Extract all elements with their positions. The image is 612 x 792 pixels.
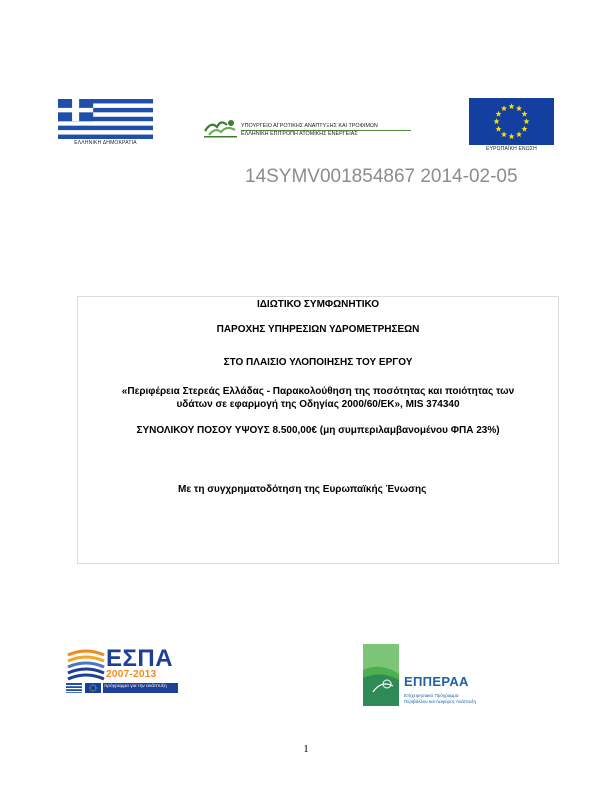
contract-type: ΙΔΙΩΤΙΚΟ ΣΥΜΦΩΝΗΤΙΚΟ bbox=[256, 299, 380, 310]
ministry-logo bbox=[203, 117, 413, 139]
epperaa-title: ΕΠΠΕΡΑΑ bbox=[404, 674, 469, 689]
greek-flag-caption: ΕΛΛΗΝΙΚΗ ΔΗΜΟΚΡΑΤΙΑ bbox=[74, 140, 137, 146]
epperaa-logo bbox=[363, 644, 488, 706]
eu-flag-icon bbox=[469, 98, 554, 145]
epperaa-subtitle-line2: Περιβάλλον και Αειφόρος Ανάπτυξη bbox=[404, 699, 477, 704]
ministry-emblem-icon bbox=[203, 117, 239, 139]
contract-title-box bbox=[77, 296, 559, 564]
project-title-line1: «Περιφέρεια Στερεάς Ελλάδας - Παρακολούθηση της ποσότητας και ποιότητας των bbox=[121, 386, 515, 397]
project-context: ΣΤΟ ΠΛΑΙΣΙΟ ΥΛΟΠΟΙΗΣΗΣ ΤΟΥ ΕΡΓΟΥ bbox=[223, 357, 413, 368]
ministry-name: ΥΠΟΥΡΓΕΙΟ ΑΓΡΟΤΙΚΗΣ ΑΝΑΠΤΥΞΗΣ ΚΑΙ ΤΡΟΦΙΜΩΝ bbox=[241, 123, 378, 129]
total-amount: ΣΥΝΟΛΙΚΟΥ ΠΟΣΟΥ ΥΨΟΥΣ 8.500,00€ (μη συμπεριλαμβανομένου ΦΠΑ 23%) bbox=[136, 425, 500, 436]
epperaa-emblem-icon bbox=[363, 644, 403, 706]
project-title-line2: υδάτων σε εφαρμογή της Οδηγίας 2000/60/ΕΚ», MIS 374340 bbox=[176, 399, 460, 410]
ministry-divider bbox=[241, 130, 411, 131]
service-type: ΠΑΡΟΧΗΣ ΥΠΗΡΕΣΙΩΝ ΥΔΡΟΜΕΤΡΗΣΕΩΝ bbox=[216, 324, 420, 335]
epperaa-subtitle-line1: Επιχειρησιακό Πρόγραμμα bbox=[404, 693, 459, 698]
protocol-number: 14SYMV001854867 2014-02-05 bbox=[245, 166, 518, 187]
espa-period: 2007-2013 bbox=[106, 669, 157, 680]
eu-flag-caption: ΕΥΡΩΠΑΪΚΗ ΕΝΩΣΗ bbox=[486, 146, 537, 152]
ministry-subname: ΕΛΛΗΝΙΚΗ ΕΠΙΤΡΟΠΗ ΑΤΟΜΙΚΗΣ ΕΝΕΡΓΕΙΑΣ bbox=[241, 131, 358, 137]
espa-logo bbox=[66, 645, 178, 695]
espa-tagline: πρόγραμμα για την ανάπτυξη bbox=[104, 683, 167, 689]
greek-flag-icon bbox=[58, 99, 153, 139]
espa-waves-icon bbox=[66, 647, 106, 685]
page-number: 1 bbox=[303, 743, 309, 755]
cofinancing-note: Με τη συγχρηματοδότηση της Ευρωπαϊκής Ένωσης bbox=[178, 484, 427, 495]
espa-title: ΕΣΠΑ bbox=[106, 645, 174, 672]
